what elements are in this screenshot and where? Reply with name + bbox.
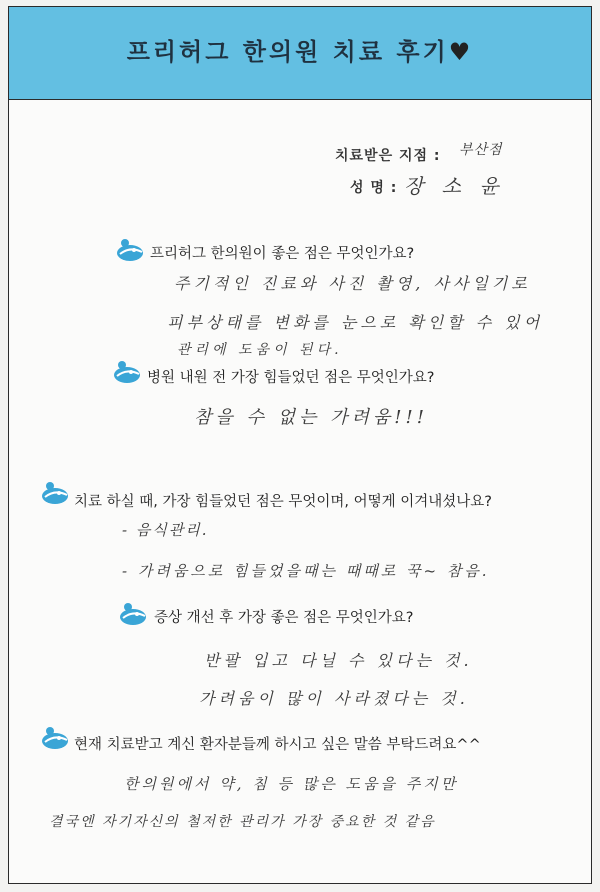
answer-5-line-1: 한의원에서 약, 침 등 많은 도움을 주지만 [124, 775, 459, 793]
review-form [8, 6, 592, 884]
answer-1-line-3: 관리에 도움이 된다. [177, 342, 343, 358]
answer-3-line-1: - 음식관리. [122, 521, 209, 539]
question-1: 프리허그 한의원이 좋은 점은 무엇인가요? [150, 246, 415, 262]
answer-1-line-1: 주기적인 진료와 사진 촬영, 사사일기로 [174, 274, 531, 293]
title-text: 프리허그 한의원 치료 후기 [126, 38, 449, 66]
question-4: 증상 개선 후 가장 좋은 점은 무엇인가요? [154, 610, 414, 626]
title-banner [9, 7, 591, 100]
branch-value: 부산점 [459, 142, 503, 158]
clinic-logo-icon [119, 600, 149, 626]
answer-4-line-2: 가려움이 많이 사라졌다는 것. [199, 689, 469, 708]
name-value: 장 소 윤 [404, 174, 505, 198]
answer-3-line-2: - 가려움으로 힘들었을때는 때때로 꾹~ 참음. [122, 562, 490, 580]
clinic-logo-icon [41, 724, 71, 750]
answer-2-line-1: 참을 수 없는 가려움!!! [194, 407, 428, 428]
clinic-logo-icon [113, 358, 143, 384]
page-title [9, 32, 591, 67]
clinic-logo-icon [116, 236, 146, 262]
question-5: 현재 치료받고 계신 환자분들께 하시고 싶은 말씀 부탁드려요^^ [74, 737, 481, 753]
heart-icon: ♥ [448, 38, 474, 66]
branch-label: 치료받은 지점 : [335, 148, 441, 164]
answer-5-line-2: 결국엔 자기자신의 철저한 관리가 가장 중요한 것 같음 [49, 814, 436, 830]
clinic-logo-icon [41, 479, 71, 505]
question-2: 병원 내원 전 가장 힘들었던 점은 무엇인가요? [147, 370, 435, 386]
answer-1-line-2: 피부상태를 변화를 눈으로 확인할 수 있어 [167, 313, 544, 332]
name-label: 성 명 : [350, 180, 398, 196]
answer-4-line-1: 반팔 입고 다닐 수 있다는 것. [204, 651, 473, 670]
question-3: 치료 하실 때, 가장 힘들었던 점은 무엇이며, 어떻게 이겨내셨나요? [74, 494, 492, 510]
